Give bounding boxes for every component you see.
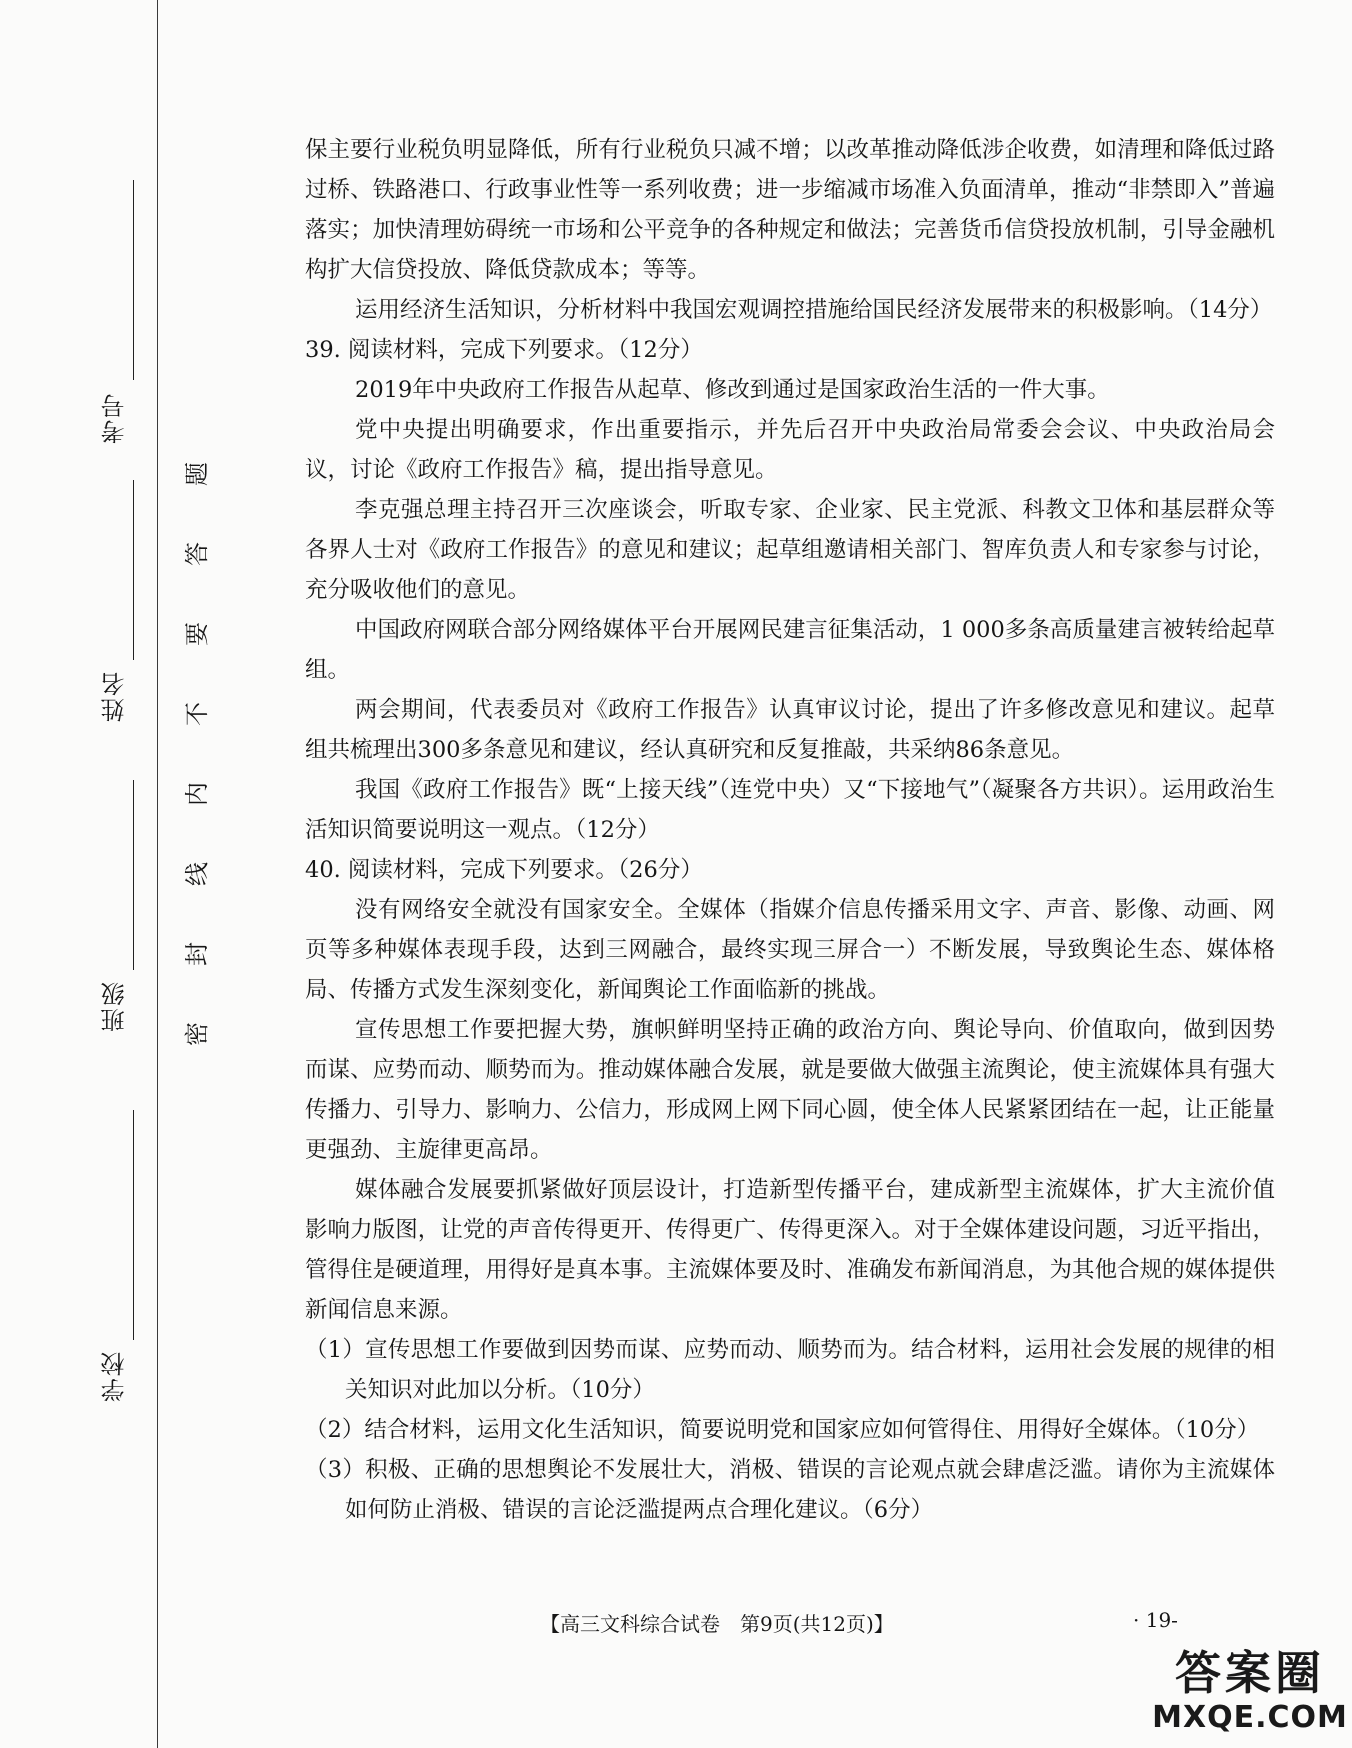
q39-prompt: 我国《政府工作报告》既“上接天线”（连党中央）又“下接地气”（凝聚各方共识）。运用政治生活知识简要说明这一观点。（12分） xyxy=(305,777,1275,843)
q40-header: 40. 阅读材料，完成下列要求。（26分） xyxy=(305,857,703,883)
q39-paragraph: 两会期间，代表委员对《政府工作报告》认真审议讨论，提出了许多修改意见和建议。起草组共梳理出300多条意见和建议，经认真研究和反复推敲，共采纳86条意见。 xyxy=(305,697,1275,763)
q40-subquestion-2: （2）结合材料，运用文化生活知识，简要说明党和国家应如何管得住、用得好全媒体。（10分） xyxy=(305,1417,1260,1443)
binding-line xyxy=(157,0,158,1748)
q39-paragraph: 中国政府网联合部分网络媒体平台开展网民建言征集活动，1 000多条高质量建言被转给起草组。 xyxy=(305,617,1275,683)
exam-number-field xyxy=(95,180,145,450)
q39-paragraph: 李克强总理主持召开三次座谈会，听取专家、企业家、民主党派、科教文卫体和基层群众等各界人士对《政府工作报告》的意见和建议；起草组邀请相关部门、智库负责人和专家参与讨论，充分吸收他们的意见。 xyxy=(305,497,1275,603)
q40-paragraph: 媒体融合发展要抓紧做好顶层设计，打造新型传播平台，建成新型主流媒体，扩大主流价值影响力版图，让党的声音传得更开、传得更广、传得更深入。对于全媒体建设问题，习近平指出，管得住是硬道理，用得好是真本事。主流媒体要及时、准确发布新闻消息，为其他合规的媒体提供新闻信息来源。 xyxy=(305,1177,1275,1323)
seal-char: 内 xyxy=(183,782,211,806)
exam-number-underline xyxy=(133,180,134,380)
seal-char: 答 xyxy=(183,542,211,566)
q39-header: 39. 阅读材料，完成下列要求。（12分） xyxy=(305,337,703,363)
q40-paragraph: 宣传思想工作要把握大势，旗帜鲜明坚持正确的政治方向、舆论导向、价值取向，做到因势而谋、应势而动、顺势而为。推动媒体融合发展，就是要做大做强主流舆论，使主流媒体具有强大传播力、引导力、影响力、公信力，形成网上网下同心圆，使全体人民紧紧团结在一起，让正能量更强劲、主旋律更高昂。 xyxy=(305,1017,1275,1163)
watermark-text: 答案圈 xyxy=(1175,1646,1325,1700)
q38-prompt: 运用经济生活知识，分析材料中我国宏观调控措施给国民经济发展带来的积极影响。（14分） xyxy=(355,297,1273,323)
seal-char: 密 xyxy=(183,1022,211,1046)
footer-code: · 19- xyxy=(1133,1608,1178,1632)
seal-char: 线 xyxy=(183,862,211,886)
seal-char: 题 xyxy=(183,462,211,486)
seal-char: 不 xyxy=(183,702,211,726)
q39-paragraph: 2019年中央政府工作报告从起草、修改到通过是国家政治生活的一件大事。 xyxy=(355,377,1110,403)
seal-char: 封 xyxy=(183,942,211,966)
material-continuation: 保主要行业税负明显降低，所有行业税负只减不增；以改革推动降低涉企收费，如清理和降低过路过桥、铁路港口、行政事业性等一系列收费；进一步缩减市场准入负面清单，推动“非禁即入”普遍落实；加快清理妨碍统一市场和公平竞争的各种规定和做法；完善货币信贷投放机制，引导金融机构扩大信贷投放、降低贷款成本；等等。 xyxy=(305,137,1275,283)
q40-subquestion-1: （1）宣传思想工作要做到因势而谋、应势而动、顺势而为。结合材料，运用社会发展的规律的相关知识对此加以分析。（10分） xyxy=(305,1337,1275,1403)
q39-paragraph: 党中央提出明确要求，作出重要指示，并先后召开中央政治局常委会会议、中央政治局会议，讨论《政府工作报告》稿，提出指导意见。 xyxy=(305,417,1275,483)
watermark-url: MXQE.COM xyxy=(1152,1700,1348,1735)
exam-content xyxy=(305,130,1275,1530)
name-underline xyxy=(133,480,134,660)
school-field xyxy=(95,1110,145,1410)
exam-number-label: 考号 xyxy=(101,392,129,444)
school-label: 学校 xyxy=(101,1350,129,1402)
school-underline xyxy=(133,1110,134,1340)
watermark-logo xyxy=(1150,1645,1350,1735)
q40-paragraph: 没有网络安全就没有国家安全。全媒体（指媒介信息传播采用文字、声音、影像、动画、网页等多种媒体表现手段，达到三网融合，最终实现三屏合一）不断发展，导致舆论生态、媒体格局、传播方式发生深刻变化，新闻舆论工作面临新的挑战。 xyxy=(305,897,1275,1003)
name-label: 姓名 xyxy=(101,670,129,722)
q40-subquestion-3: （3）积极、正确的思想舆论不发展壮大，消极、错误的言论观点就会肆虐泛滥。请你为主流媒体如何防止消极、错误的言论泛滥提两点合理化建议。（6分） xyxy=(305,1457,1275,1523)
class-underline xyxy=(133,780,134,970)
class-field xyxy=(95,780,145,1050)
footer-title: 【高三文科综合试卷 第9页(共12页)】 xyxy=(540,1612,894,1636)
seal-char: 要 xyxy=(183,622,211,646)
name-field xyxy=(95,480,145,750)
class-label: 班级 xyxy=(101,980,129,1032)
